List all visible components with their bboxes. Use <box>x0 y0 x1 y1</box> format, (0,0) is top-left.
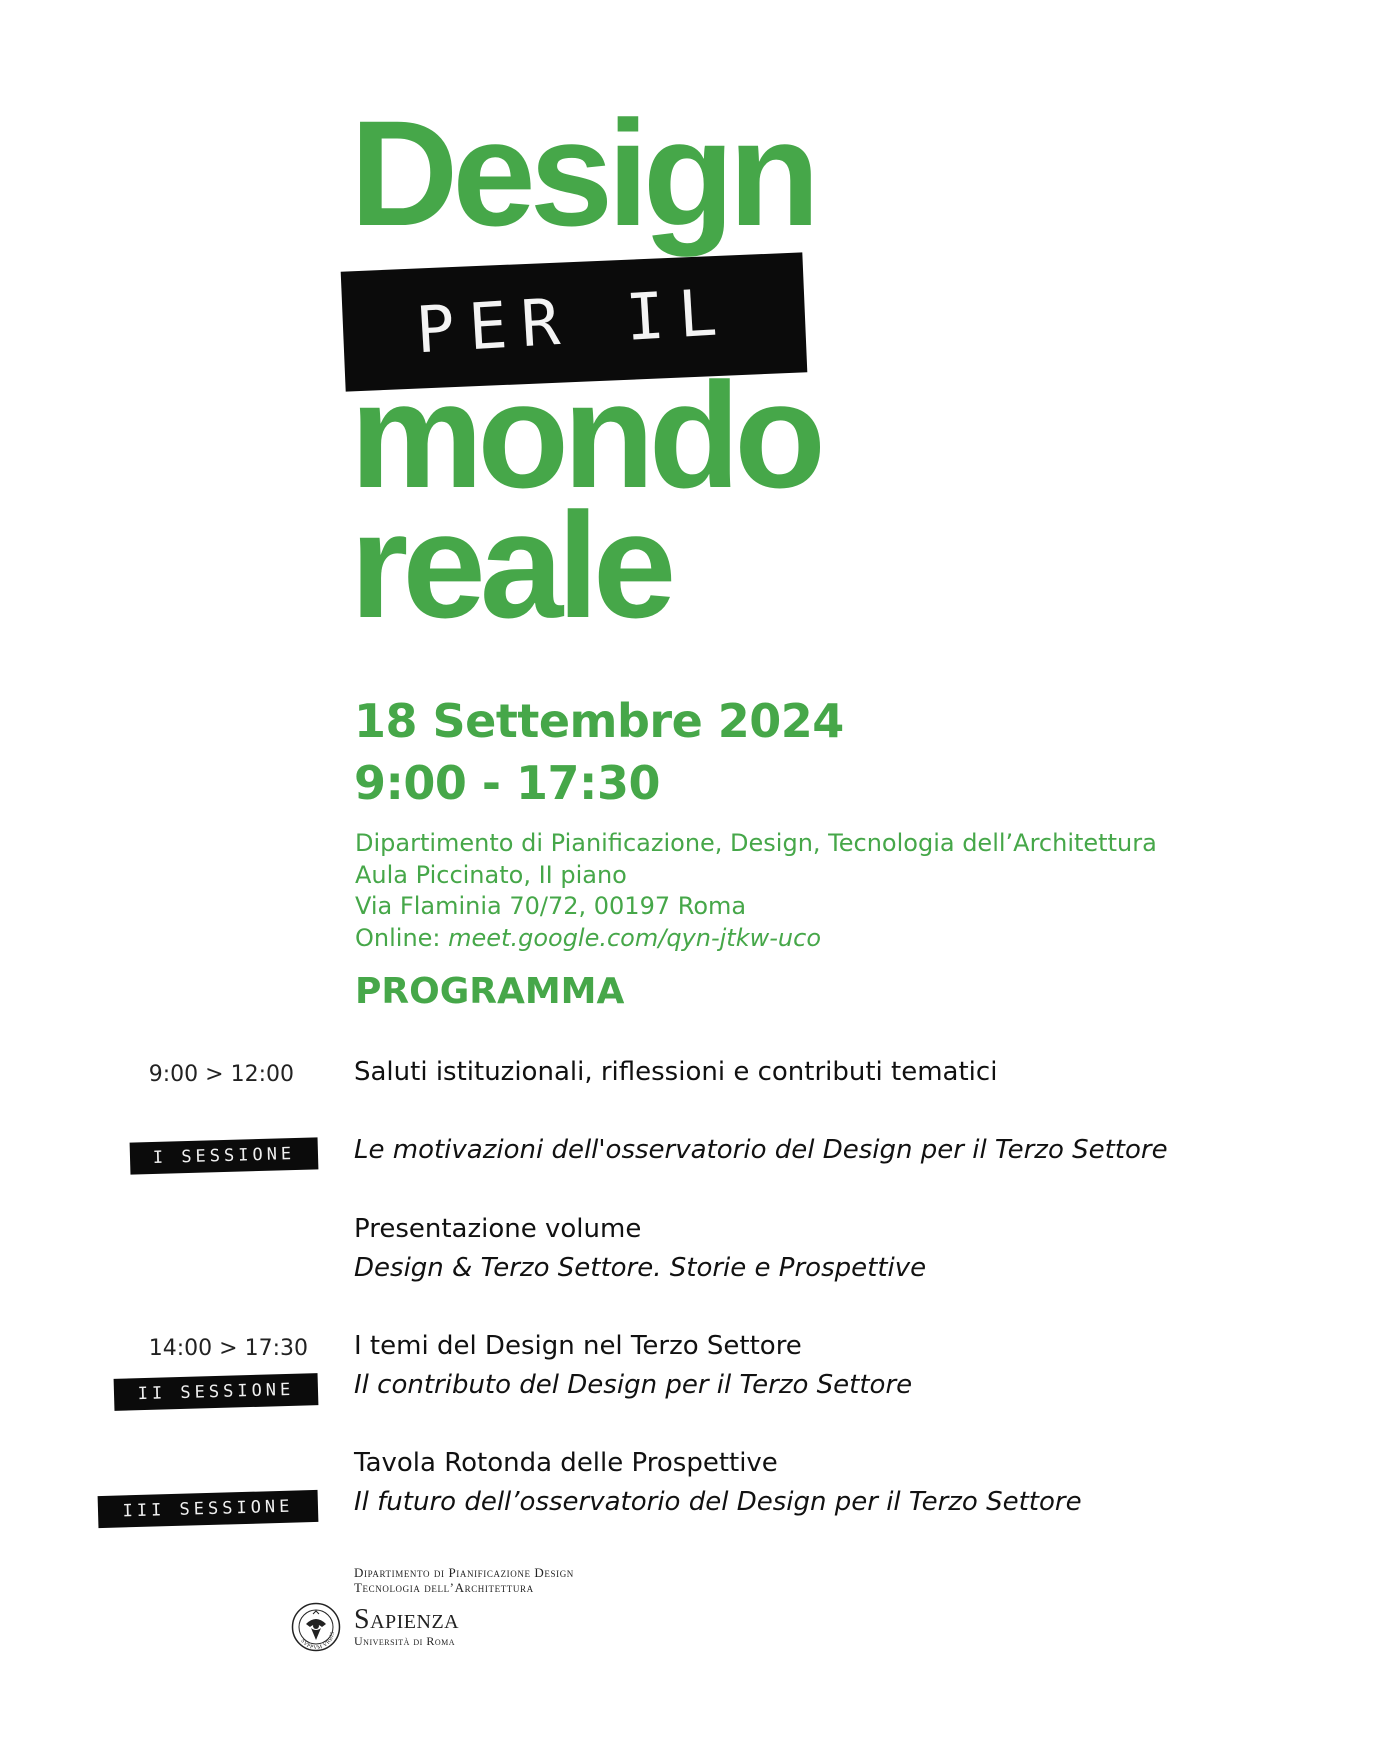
venue-online <box>355 923 1157 955</box>
event-date: 18 Settembre 2024 <box>354 694 844 748</box>
venue-address: Via Flaminia 70/72, 00197 Roma <box>355 892 747 920</box>
session1-text: Le motivazioni dell'osservatorio del Design per il Terzo Settore <box>354 1135 1168 1165</box>
session2-text: Il contributo del Design per il Terzo Settore <box>354 1370 913 1400</box>
programma-heading: PROGRAMMA <box>355 971 625 1012</box>
book-label: Presentazione volume <box>354 1214 642 1244</box>
session2-tag <box>114 1373 319 1411</box>
venue-department: Dipartimento di Pianificazione, Design, Tecnologia dell’Architettura <box>355 829 1157 857</box>
footer-dept-line2: Tecnologia dell’Architettura <box>354 1580 534 1595</box>
sapienza-sub: Università di Roma <box>354 1634 455 1648</box>
title-mondo: mondo <box>350 351 820 519</box>
venue-online-label: Online: <box>355 923 449 952</box>
session3-text: Il futuro dell’osservatorio del Design per il Terzo Settore <box>354 1487 1082 1517</box>
session2-tag-text: II SESSIONE <box>137 1379 295 1405</box>
session3-tag-text: III SESSIONE <box>122 1496 294 1522</box>
afternoon-time: 14:00 > 17:30 <box>148 1336 308 1361</box>
footer-dept-line1: Dipartimento di Pianificazione Design <box>354 1565 574 1580</box>
venue-room: Aula Piccinato, II piano <box>355 860 627 889</box>
sapienza-name: Sapienza <box>354 1604 460 1635</box>
venue-online-link[interactable]: meet.google.com/qyn-jtkw-uco <box>448 923 821 952</box>
venue-block <box>355 828 1157 954</box>
footer-department <box>354 1565 574 1595</box>
book-title: Design & Terzo Settore. Storie e Prospettive <box>354 1253 927 1283</box>
session1-tag-text: I SESSIONE <box>152 1144 296 1168</box>
event-time: 9:00 - 17:30 <box>354 756 660 810</box>
afternoon-title: I temi del Design nel Terzo Settore <box>354 1331 802 1361</box>
morning-time: 9:00 > 12:00 <box>148 1062 294 1087</box>
sapienza-seal-icon <box>291 1602 341 1652</box>
seal-motto: SVPPVM VRBIS <box>299 1630 337 1652</box>
session1-tag <box>130 1137 319 1174</box>
title-design: Design <box>350 89 815 257</box>
tape-per-il-text: PER IL <box>414 275 734 369</box>
title-reale: reale <box>350 481 671 649</box>
sapienza-logo-text <box>354 1606 459 1649</box>
roundtable-title: Tavola Rotonda delle Prospettive <box>354 1448 778 1478</box>
session3-tag <box>98 1490 319 1528</box>
morning-title: Saluti istituzionali, riflessioni e contributi tematici <box>354 1057 998 1087</box>
